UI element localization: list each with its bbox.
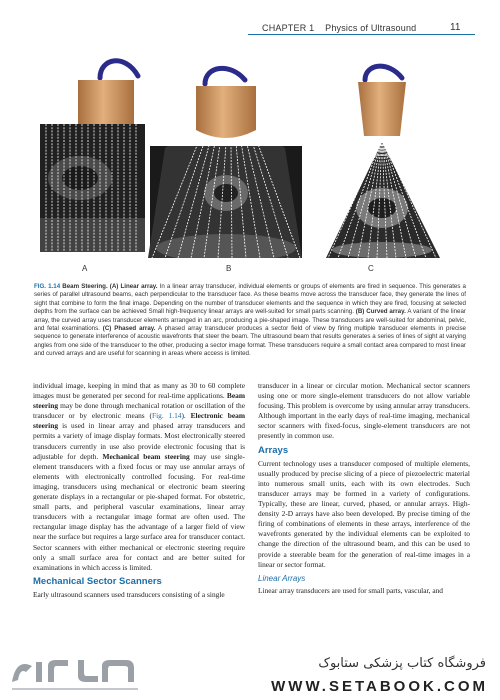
body-column-right [258, 381, 470, 596]
paragraph: Early ultrasound scanners used transducers consisting of a single [33, 589, 225, 599]
text-run: individual image, keeping in mind that as many as 30 to 60 complete images must be generated per second for real-time applications. [33, 381, 245, 401]
cable-icon [100, 61, 138, 78]
caption-c-text: A phased array transducer produces a sector field of view by firing multiple transducer elements in precise sequence to generate interference of acoustic wavefronts that steer the beam. The ultrasound beam that results generates a series of lines of sight at varying angles from one side of the transducer to the other, producing a sector image format. These transducers require a small contact area compared to most linear and curved arrays and are useful for scanning in areas where access is limited. [34, 325, 466, 358]
panel-a-linear-array [40, 61, 145, 252]
setabook-logo-icon [6, 652, 146, 696]
fig-title: Beam Steering. [62, 283, 108, 290]
panel-letter-c: C [368, 264, 374, 273]
panel-letter-a: A [82, 264, 88, 273]
term-mechanical-beam-steering: Mechanical beam steering [102, 451, 190, 461]
store-url: WWW.SETABOOK.COM [271, 678, 488, 695]
paragraph: Current technology uses a transducer composed of multiple elements, usually produced by precise slicing of a piece of piezoelectric material into numerous small units, each with its own electrodes. Such transducer arrays may be formed in a variety of configurations. Typically, these are linear, curved, phased, or annular arrays. High-density 2-D arrays have also been developed. By precise timing of the firing of combinations of elements in these arrays, interference of the wavefronts generated by the individual elements can be exploited to change the direction of the ultrasound beam, and this can be used to provide a steerable beam for the generation of real-time images in a linear or sector format. [258, 458, 470, 569]
chapter-title: Physics of Ultrasound [325, 23, 417, 33]
cable-icon [205, 68, 245, 84]
panel-letter-b: B [226, 264, 232, 273]
caption-a-label: (A) Linear array. [109, 283, 158, 290]
term-electronic-beam-steering: Electronic beam steering [33, 411, 245, 431]
paragraph: Linear array transducers are used for small parts, vascular, and [258, 585, 444, 595]
fig-label: FIG. 1.14 [34, 283, 61, 290]
text-run: is used in linear array and phased array transducers and permits a variety of image display formats. Most electronically steered transducers currently in use also provide electronic focusing that is adjustable for depth. [33, 421, 245, 461]
figure-reference-link[interactable]: Fig. 1.14 [151, 411, 182, 421]
chapter-label: CHAPTER 1 [262, 23, 315, 33]
panel-b-curved-array [148, 68, 304, 262]
beam-steering-illustration [30, 58, 470, 288]
caption-b-label: (B) Curved array. [355, 308, 406, 316]
text-run: ). [181, 411, 186, 421]
caption-c-label: (C) Phased array. [102, 325, 156, 333]
chapter-heading [262, 23, 416, 33]
transducer-icon [78, 80, 134, 124]
section-heading: Mechanical Sector Scanners [33, 575, 162, 587]
text-run: may be done through mechanical rotation or oscillation of the transducer or by electronic means ( [33, 401, 246, 421]
store-watermark [0, 650, 500, 700]
figure-1-14 [30, 58, 470, 288]
term-beam-steering: Beam steering [33, 391, 245, 411]
paragraph: transducer in a linear or circular motion. Mechanical sector scanners using one or more single-element transducers do not allow variable focusing. This problem is overcome by using annular array transducers. Although important in the early days of real-time imaging, mechanical sector scanners with fixed-focus, single-element transducers are not presently in common use. [258, 381, 470, 441]
store-name: فروشگاه کتاب پزشکی ستابوک [318, 656, 486, 671]
transducer-icon [358, 82, 406, 136]
paragraph [33, 381, 245, 573]
body-column-left [33, 381, 245, 600]
caption-a-text: In a linear array transducer, individual elements or groups of elements are fired in sequence. This generates a series of parallel ultrasound beams, each perpendicular to the transducer face. As these beams move across the transducer face, they generate the lines of sight that combine to form the final image. Depending on the number of transducer elements and the sequence in which they are fired, focusing at selected depths from the surface can be achieved Small high-frequency linear arrays are well-suited for small parts scanning. [34, 283, 466, 316]
running-header [0, 0, 500, 40]
figure-caption [34, 283, 466, 359]
section-heading: Arrays [258, 444, 289, 456]
caption-b-text: A variant of the linear array, the curved array uses transducer elements arranged in an arc, producing a pie-shaped image. These transducers are well-suited for abdominal, pelvic, and fetal examinations. [34, 308, 466, 333]
page-number: 11 [450, 22, 461, 33]
panel-c-phased-array [326, 66, 440, 258]
subsection-heading: Linear Arrays [258, 573, 306, 583]
text-run: may use single-element transducers with a fixed focus or may use annular arrays of elements with electronically controlled focusing. For real-time imaging, transducers using mechanical or electronic beam steering generate displays in a rectangular or pie-shaped format. For obstetric, small parts, and peripheral vascular examinations, linear array transducers with a rectangular image format are often used. The rectangular image display has the advantage of a larger field of view near the surface but requires a large surface area for transducer contact. Sector scanners with either mechanical or electronic steering require only a small surface area for contact and are better suited for examinations in which access is limited. [33, 451, 245, 572]
cable-icon [365, 66, 402, 80]
transducer-icon [196, 86, 256, 138]
header-rule [248, 34, 475, 35]
